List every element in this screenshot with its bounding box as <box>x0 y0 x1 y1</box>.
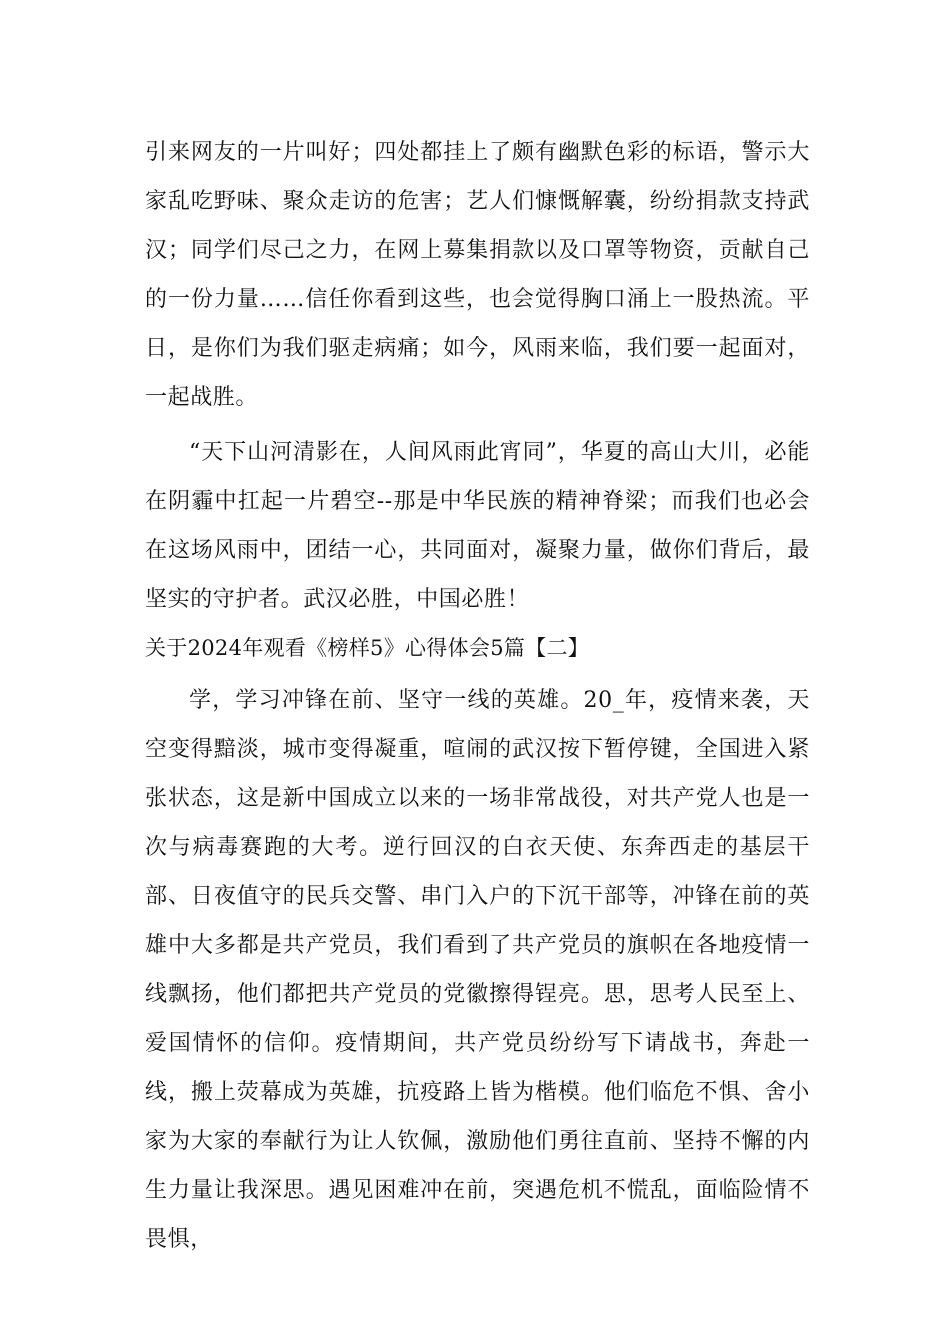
paragraph-text: 学，学习冲锋在前、坚守一线的英雄。20_年，疫情来袭，天空变得黯淡，城市变得凝重，喧闹的武汉按下暂停键，全国进入紧张状态，这是新中国成立以来的一场非常战役，对共产党人也是一次与病毒赛跑的大考。逆行回汉的白衣天使、东奔西走的基层干部、日夜值守的民兵交警、串门入户的下沉干部等，冲锋在前的英雄中大多都是共产党员，我们看到了共产党员的旗帜在各地疫情一线飘扬，他们都把共产党员的党徽擦得锃亮。思，思考人民至上、爱国情怀的信仰。疫情期间，共产党员纷纷写下请战书，奔赴一线，搬上荧幕成为英雄，抗疫路上皆为楷模。他们临危不惧、舍小家为大家的奉献行为让人钦佩，激励他们勇往直前、坚持不懈的内生力量让我深思。遇见困难冲在前，突遇危机不慌乱，面临险情不畏惧， <box>145 688 810 1252</box>
section-heading: 关于2024年观看《榜样5》心得体会5篇【二】 <box>145 636 590 660</box>
paragraph-text: 引来网友的一片叫好；四处都挂上了颇有幽默色彩的标语，警示大家乱吃野味、聚众走访的危害；艺人们慷慨解囊，纷纷捐款支持武汉；同学们尽己之力，在网上募集捐款以及口罩等物资，贡献自己的一份力量……信任你看到这些，也会觉得胸口涌上一股热流。平日，是你们为我们驱走病痛；如今，风雨来临，我们要一起面对，一起战胜。 <box>145 140 810 410</box>
paragraph-text: “天下山河清影在，人间风雨此宵同”，华夏的高山大川，必能在阴霾中扛起一片碧空--那是中华民族的精神脊梁；而我们也必会在这场风雨中，团结一心，共同面对，凝聚力量，做你们背后，最坚实的守护者。武汉必胜，中国必胜！ <box>145 440 810 612</box>
